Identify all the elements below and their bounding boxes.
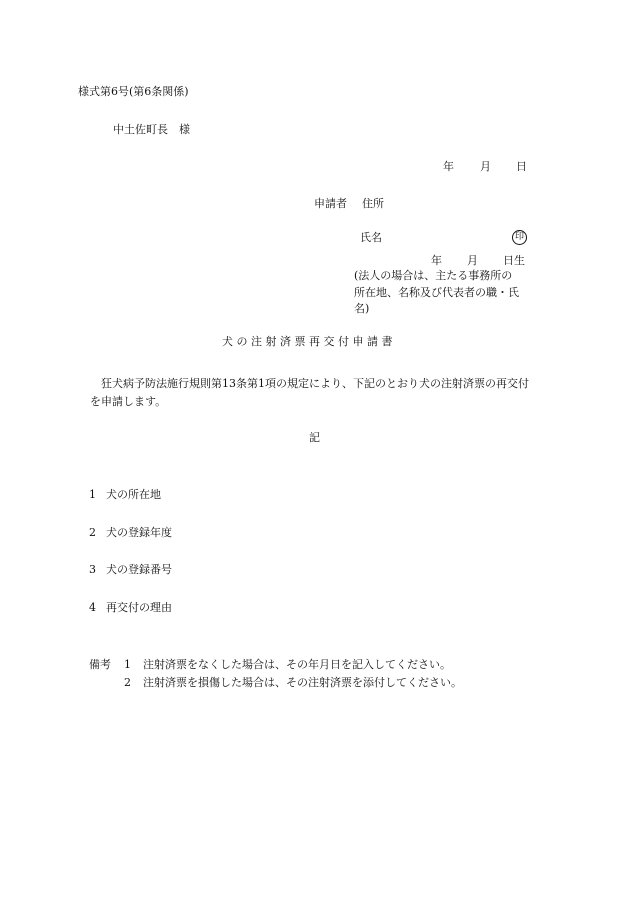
body-line-2: を申請します。 — [90, 395, 167, 408]
corporate-note-line-2: 所在地、名称及び代表者の職・氏 — [354, 286, 519, 299]
addressee: 中土佐町長 様 — [113, 123, 190, 136]
item-3-label: 犬の登録番号 — [106, 563, 172, 576]
remark-1-text: 注射済票をなくした場合は、その年月日を記入してください。 — [143, 658, 451, 671]
item-2-label: 犬の登録年度 — [106, 526, 172, 539]
item-4-label: 再交付の理由 — [106, 601, 172, 614]
date-day-label: 日 — [516, 160, 527, 173]
item-1-number: 1 — [89, 488, 96, 501]
address-label: 住所 — [362, 197, 384, 210]
applicant-label: 申請者 — [314, 197, 347, 210]
corporate-note-line-3: 名) — [354, 302, 370, 315]
form-number: 様式第6号(第6条関係) — [78, 85, 189, 98]
corporate-note-line-1: (法人の場合は、主たる事務所の — [354, 269, 513, 282]
remark-2-number: 2 — [124, 676, 131, 689]
item-4-number: 4 — [89, 601, 96, 614]
date-year-label: 年 — [443, 160, 454, 173]
birth-month-label: 月 — [467, 254, 478, 267]
remark-2-text: 注射済票を損傷した場合は、その注射済票を添付してください。 — [143, 676, 462, 689]
item-2-number: 2 — [89, 526, 96, 539]
birth-day-label: 日生 — [503, 254, 525, 267]
seal-icon: 印 — [512, 230, 527, 245]
date-month-label: 月 — [480, 160, 491, 173]
remarks-label: 備考 — [89, 658, 111, 671]
document-title: 犬の注射済票再交付申請書 — [222, 335, 396, 348]
seal-mark — [512, 230, 527, 245]
birth-year-label: 年 — [431, 254, 442, 267]
item-1-label: 犬の所在地 — [106, 488, 161, 501]
name-label: 氏名 — [360, 231, 382, 244]
body-line-1: 狂犬病予防法施行規則第13条第1項の規定により、下記のとおり犬の注射済票の再交付 — [101, 377, 529, 390]
remark-1-number: 1 — [124, 658, 131, 671]
item-3-number: 3 — [89, 563, 96, 576]
ki-heading: 記 — [309, 431, 320, 444]
